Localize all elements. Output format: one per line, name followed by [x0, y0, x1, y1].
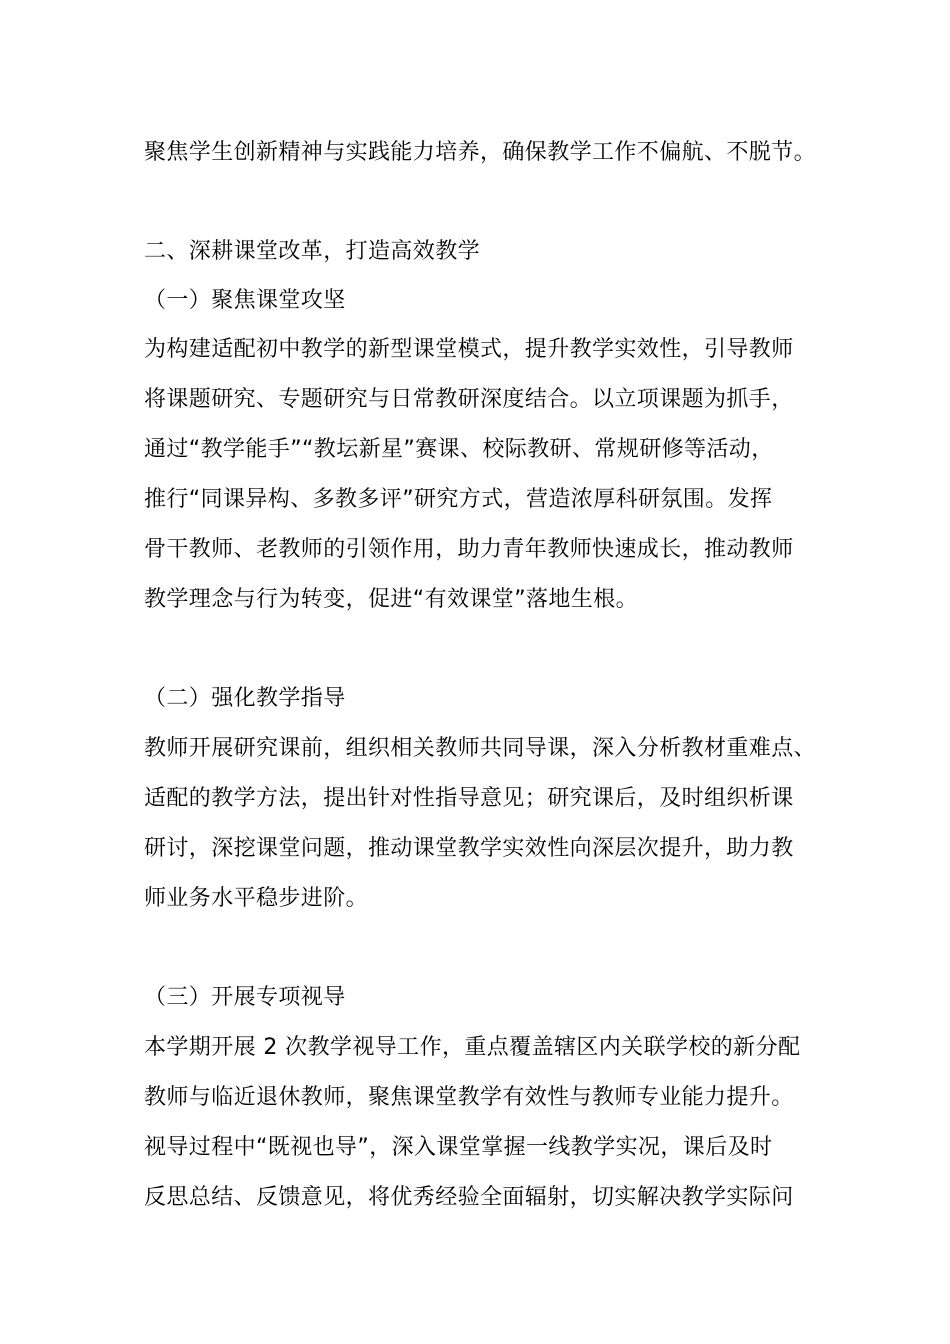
paragraph-line: 将课题研究、专题研究与日常教研深度结合。以立项课题为抓手，	[144, 387, 794, 412]
paragraph-line: 骨干教师、老教师的引领作用，助力青年教师快速成长，推动教师	[144, 537, 794, 562]
subsection-heading: （三）开展专项视导	[144, 985, 346, 1010]
paragraph-line: 通过“教学能手”“教坛新星”赛课、校际教研、常规研修等活动，	[144, 437, 774, 462]
paragraph-line: 推行“同课异构、多教多评”研究方式，营造浓厚科研氛围。发挥	[144, 487, 773, 512]
paragraph-line: 教师与临近退休教师，聚焦课堂教学有效性与教师专业能力提升。	[144, 1085, 794, 1110]
paragraph-line: 本学期开展 2 次教学视导工作，重点覆盖辖区内关联学校的新分配	[144, 1035, 801, 1060]
subsection-heading: （二）强化教学指导	[144, 686, 346, 711]
subsection-heading: （一）聚焦课堂攻坚	[144, 288, 346, 313]
section-heading: 二、深耕课堂改革，打造高效教学	[144, 239, 481, 264]
paragraph-line: 适配的教学方法，提出针对性指导意见；研究课后，及时组织析课	[144, 786, 794, 811]
paragraph-line: 教学理念与行为转变，促进“有效课堂”落地生根。	[144, 587, 638, 612]
paragraph-line: 为构建适配初中教学的新型课堂模式，提升教学实效性，引导教师	[144, 337, 794, 362]
paragraph-line: 师业务水平稳步进阶。	[144, 886, 369, 911]
paragraph-line: 教师开展研究课前，组织相关教师共同导课，深入分析教材重难点、	[144, 736, 817, 761]
paragraph-line: 视导过程中“既视也导”，深入课堂掌握一线教学实况，课后及时	[144, 1135, 773, 1160]
paragraph-line: 反思总结、反馈意见，将优秀经验全面辐射，切实解决教学实际问	[144, 1185, 794, 1210]
paragraph-line: 研讨，深挖课堂问题，推动课堂教学实效性向深层次提升，助力教	[144, 836, 794, 861]
paragraph-line: 聚焦学生创新精神与实践能力培养，确保教学工作不偏航、不脱节。	[144, 140, 817, 165]
